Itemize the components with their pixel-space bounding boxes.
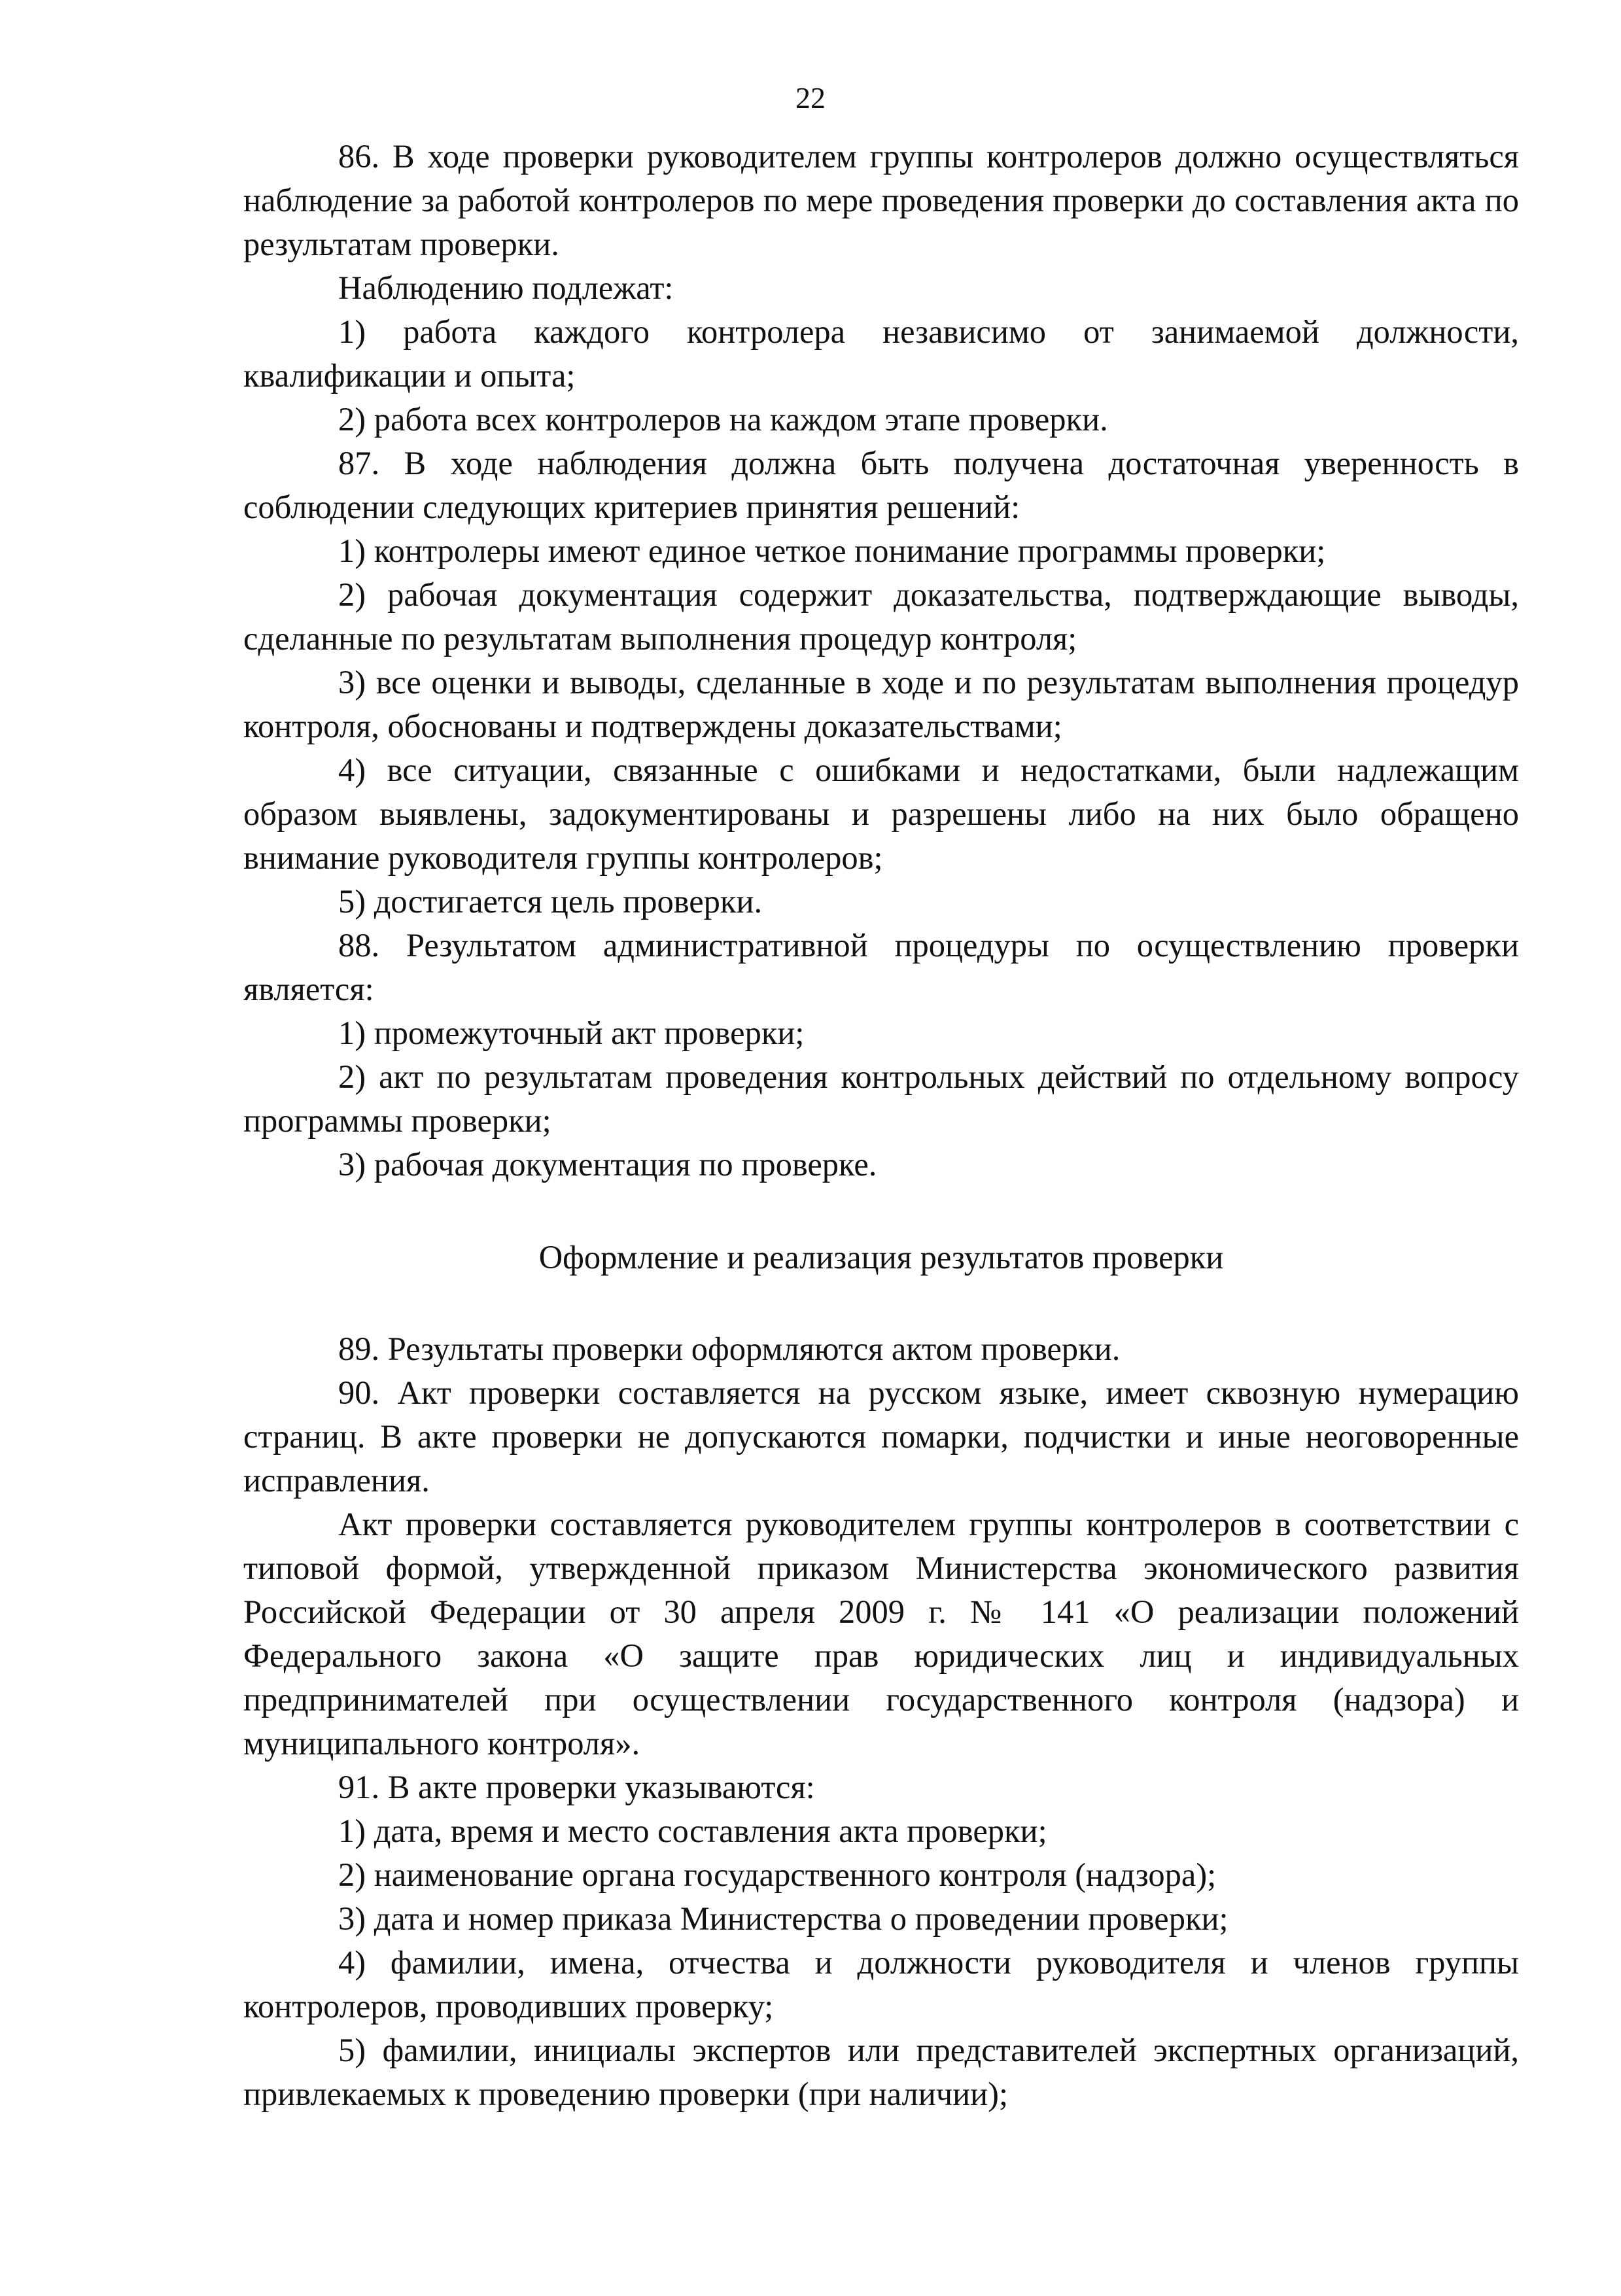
paragraph-89: 89. Результаты проверки оформляются актом проверки. xyxy=(338,1331,1121,1367)
list-item: 4) фамилии, имена, отчества и должности руководителя и членов группы контролеров, проводивших проверку; xyxy=(243,1944,1519,2025)
paragraph-86: 86. В ходе проверки руководителем группы контролеров должно осуществляться наблюдение за работой контролеров по мере проведения проверки до составления акта по результатам проверки. xyxy=(243,138,1519,262)
paragraph-88: 88. Результатом административной процедуры по осуществлению проверки является: xyxy=(243,927,1519,1007)
list-item: 5) достигается цель проверки. xyxy=(338,883,763,920)
list-item: 2) работа всех контролеров на каждом этапе проверки. xyxy=(338,401,1108,438)
list-item: 2) акт по результатам проведения контрольных действий по отдельному вопросу программы проверки; xyxy=(243,1058,1519,1139)
list-item: 1) промежуточный акт проверки; xyxy=(338,1015,805,1051)
list-item: 2) наименование органа государственного контроля (надзора); xyxy=(338,1856,1217,1893)
paragraph-observation-subject: Наблюдению подлежат: xyxy=(338,270,674,306)
list-item: 4) все ситуации, связанные с ошибками и недостатками, были надлежащим образом выявлены, задокументированы и разрешены либо на них было обращено внимание руководителя группы контролеров; xyxy=(243,752,1519,876)
list-item: 5) фамилии, инициалы экспертов или представителей экспертных организаций, привлекаемых к проведению проверки (при наличии); xyxy=(243,2032,1519,2112)
list-item: 3) дата и номер приказа Министерства о проведении проверки; xyxy=(338,1900,1229,1937)
document-body xyxy=(243,135,1519,2116)
list-item: 2) рабочая документация содержит доказательства, подтверждающие выводы, сделанные по результатам выполнения процедур контроля; xyxy=(243,576,1519,657)
paragraph-91: 91. В акте проверки указываются: xyxy=(338,1769,815,1805)
paragraph-act-form: Акт проверки составляется руководителем группы контролеров в соответствии с типовой формой, утвержденной приказом Министерства экономического развития Российской Федерации от 30 апреля 2009 г. № 141 «О реализации положений Федерального закона «О защите прав юридических лиц и индивидуальных предпринимателей при осуществлении государственного контроля (надзора) и муниципального контроля». xyxy=(243,1506,1519,1762)
list-item: 1) дата, время и место составления акта проверки; xyxy=(338,1813,1047,1849)
list-item: 3) рабочая документация по проверке. xyxy=(338,1146,877,1183)
section-heading: Оформление и реализация результатов проверки xyxy=(538,1239,1224,1276)
list-item: 1) работа каждого контролера независимо от занимаемой должности, квалификации и опыта; xyxy=(243,313,1519,394)
paragraph-87: 87. В ходе наблюдения должна быть получена достаточная уверенность в соблюдении следующих критериев принятия решений: xyxy=(243,445,1519,525)
list-item: 3) все оценки и выводы, сделанные в ходе и по результатам выполнения процедур контроля, обоснованы и подтверждены доказательствами; xyxy=(243,664,1519,744)
list-item: 1) контролеры имеют единое четкое понимание программы проверки; xyxy=(338,532,1326,569)
page-number: 22 xyxy=(795,81,826,114)
paragraph-90: 90. Акт проверки составляется на русском языке, имеет сквозную нумерацию страниц. В акте проверки не допускаются помарки, подчистки и иные неоговоренные исправления. xyxy=(243,1374,1519,1499)
